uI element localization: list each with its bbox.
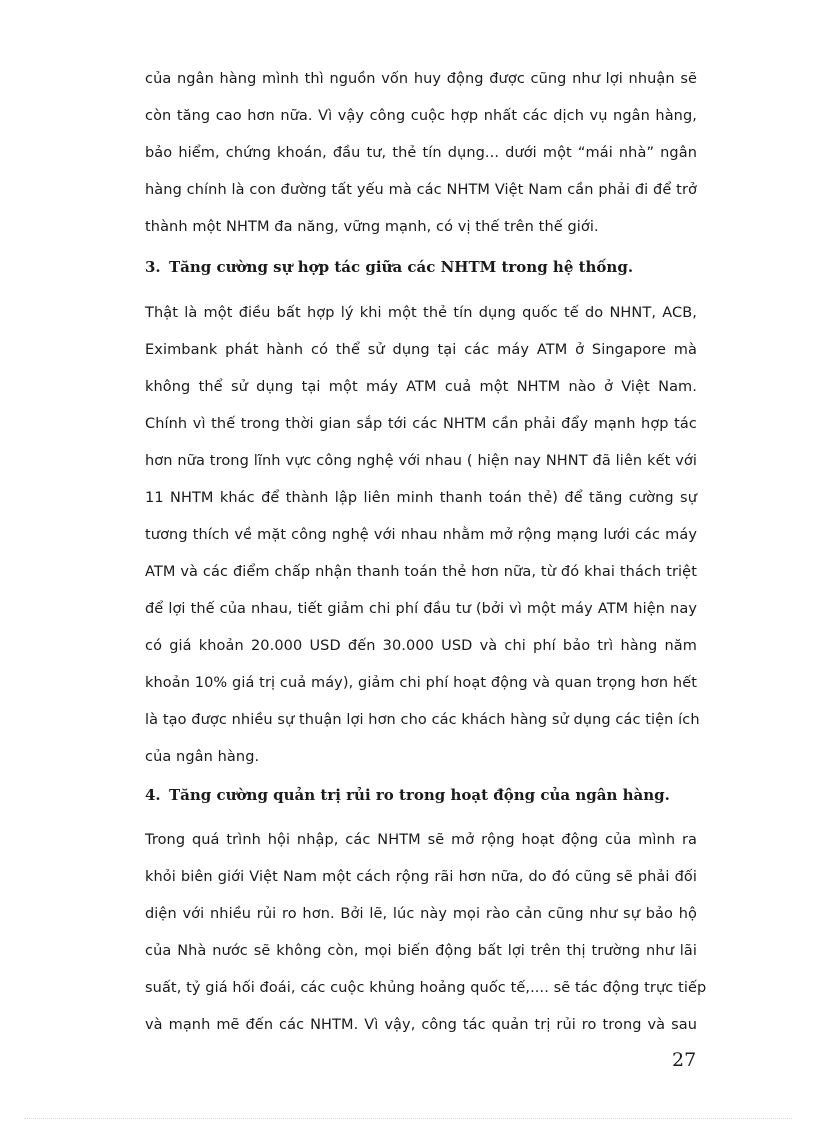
paragraph-line: suất, tỷ giá hối đoái, các cuộc khủng hoảng quốc tế,.... sẽ tác động trực tiếp	[145, 980, 707, 996]
paragraph-line: diện với nhiều rủi ro hơn. Bởi lẽ, lúc này mọi rào cản cũng như sự bảo hộ	[145, 906, 697, 922]
paragraph-line: khỏi biên giới Việt Nam một cách rộng rãi hơn nữa, do đó cũng sẽ phải đối	[145, 869, 697, 885]
section-number: 3.	[145, 258, 161, 276]
page-bottom-rule	[24, 1118, 792, 1119]
section-heading-4	[145, 786, 670, 804]
paragraph-line: của ngân hàng.	[145, 749, 260, 765]
paragraph-line: là tạo được nhiều sự thuận lợi hơn cho các khách hàng sử dụng các tiện ích	[145, 712, 700, 728]
paragraph-line: còn tăng cao hơn nữa. Vì vậy công cuộc hợp nhất các dịch vụ ngân hàng,	[145, 108, 697, 124]
paragraph-line: hơn nữa trong lĩnh vực công nghệ với nhau ( hiện nay NHNT đã liên kết với	[145, 453, 697, 469]
paragraph-line: bảo hiểm, chứng khoán, đầu tư, thẻ tín dụng... dưới một “mái nhà” ngân	[145, 145, 697, 161]
paragraph-line: tương thích về mặt công nghệ với nhau nhằm mở rộng mạng lưới các máy	[145, 527, 697, 543]
page-number: 27	[672, 1049, 697, 1071]
paragraph-line: ATM và các điểm chấp nhận thanh toán thẻ hơn nữa, từ đó khai thách triệt	[145, 564, 697, 580]
paragraph-line: thành một NHTM đa năng, vững mạnh, có vị thế trên thế giới.	[145, 219, 599, 235]
paragraph-line: Chính vì thế trong thời gian sắp tới các NHTM cần phải đẩy mạnh hợp tác	[145, 416, 697, 432]
section-heading-3	[145, 258, 633, 276]
paragraph-line: có giá khoản 20.000 USD đến 30.000 USD và chi phí bảo trì hàng năm	[145, 638, 697, 654]
paragraph-line: Trong quá trình hội nhập, các NHTM sẽ mở rộng hoạt động của mình ra	[145, 832, 697, 848]
paragraph-line: của Nhà nước sẽ không còn, mọi biến động bất lợi trên thị trường như lãi	[145, 943, 697, 959]
paragraph-line: của ngân hàng mình thì nguồn vốn huy động được cũng như lợi nhuận sẽ	[145, 71, 697, 87]
paragraph-line: không thể sử dụng tại một máy ATM cuả một NHTM nào ở Việt Nam.	[145, 379, 697, 395]
paragraph-line: để lợi thế của nhau, tiết giảm chi phí đầu tư (bởi vì một máy ATM hiện nay	[145, 601, 697, 617]
paragraph-line: 11 NHTM khác để thành lập liên minh thanh toán thẻ) để tăng cường sự	[145, 490, 697, 506]
section-number: 4.	[145, 786, 161, 804]
paragraph-line: hàng chính là con đường tất yếu mà các NHTM Việt Nam cần phải đi để trở	[145, 182, 697, 198]
section-title: Tăng cường sự hợp tác giữa các NHTM trong hệ thống.	[169, 258, 634, 276]
paragraph-line: khoản 10% giá trị cuả máy), giảm chi phí hoạt động và quan trọng hơn hết	[145, 675, 697, 691]
section-title: Tăng cường quản trị rủi ro trong hoạt động của ngân hàng.	[169, 786, 670, 804]
paragraph-line: Thật là một điều bất hợp lý khi một thẻ tín dụng quốc tế do NHNT, ACB,	[145, 305, 697, 321]
paragraph-line: và mạnh mẽ đến các NHTM. Vì vậy, công tác quản trị rủi ro trong và sau	[145, 1017, 697, 1033]
paragraph-line: Eximbank phát hành có thể sử dụng tại các máy ATM ở Singapore mà	[145, 342, 697, 358]
